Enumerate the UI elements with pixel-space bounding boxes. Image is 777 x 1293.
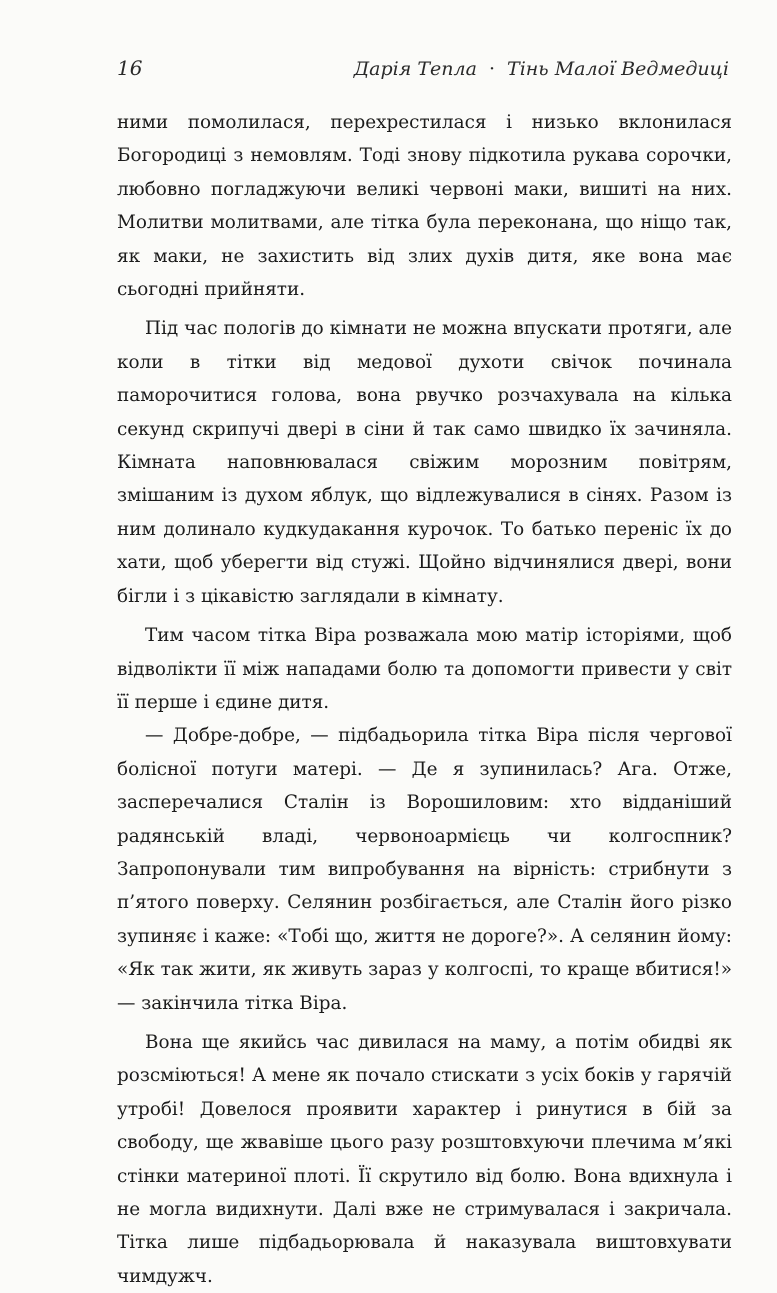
paragraph: Тим часом тітка Віра розважала мою матір історіями, щоб відволікти її між нападами болю та допомогти привести у світ її перше і єдине дитя. xyxy=(117,625,732,713)
book-title: Тінь Малої Ведмедиці xyxy=(507,58,729,80)
author-name: Дарія Тепла xyxy=(353,58,477,80)
page-number: 16 xyxy=(117,56,143,80)
paragraph: Вона ще якийсь час дивилася на маму, а потім обидві як розсміються! А мене як почало стискати з усіх боків у гарячій утробі! Довелося проявити характер і ринутися в бій за свободу, ще жвавіше цього разу розштовхуючи плечима м’які стінки материної плоті. Її скрутило від болю. Вона вдихнула і не могла видихнути. Далі вже не стримувалася і закричала. Тітка лише підбадьорювала й наказувала виштовхувати чимдужч. xyxy=(117,1031,732,1287)
header-separator: · xyxy=(488,58,495,80)
paragraph: Під час пологів до кімнати не можна впускати протяги, але коли в тітки від медової духоти свічок починала паморочитися голова, вона рвучко розчахувала на кілька секунд скрипучі двері в сіни й так само швидко їх зачиняла. Кімната наповнювалася свіжим морозним повітрям, змішаним із духом яблук, що відлежувалися в сінях. Разом із ним долинало кудкудакання курочок. То батько переніс їх до хати, щоб уберегти від стужі. Щойно відчинялися двері, вони бігли і з цікавістю заглядали в кімнату. xyxy=(117,318,732,607)
paragraph: ними помолилася, перехрестилася і низько вклонилася Богородиці з немовлям. Тоді знову підкотила рукава сорочки, любовно погладжуючи великі червоні маки, вишиті на них. Молитви молитвами, але тітка була переконана, що ніщо так, як маки, не захистить від злих духів дитя, яке вона має сьогодні прийняти. xyxy=(117,112,732,301)
body-text xyxy=(117,106,732,1293)
book-info xyxy=(354,58,729,80)
paragraph: — Добре-добре, — підбадьорила тітка Віра після чергової болісної потуги матері. — Де я зупинилась? Ага. Отже, засперечалися Сталін із Ворошиловим: хто відданіший радянській владі, червоноармієць чи колгоспник? Запропонували тим випробування на вірність: стрибнути з п’ятого поверху. Селянин розбігається, але Сталін його різко зупиняє і каже: «Тобі що, життя не дороге?». А селянин йому: «Як так жити, як живуть зараз у колгоспі, то краще вбитися!» — закінчила тітка Віра. xyxy=(117,725,732,1014)
running-head xyxy=(117,56,729,86)
